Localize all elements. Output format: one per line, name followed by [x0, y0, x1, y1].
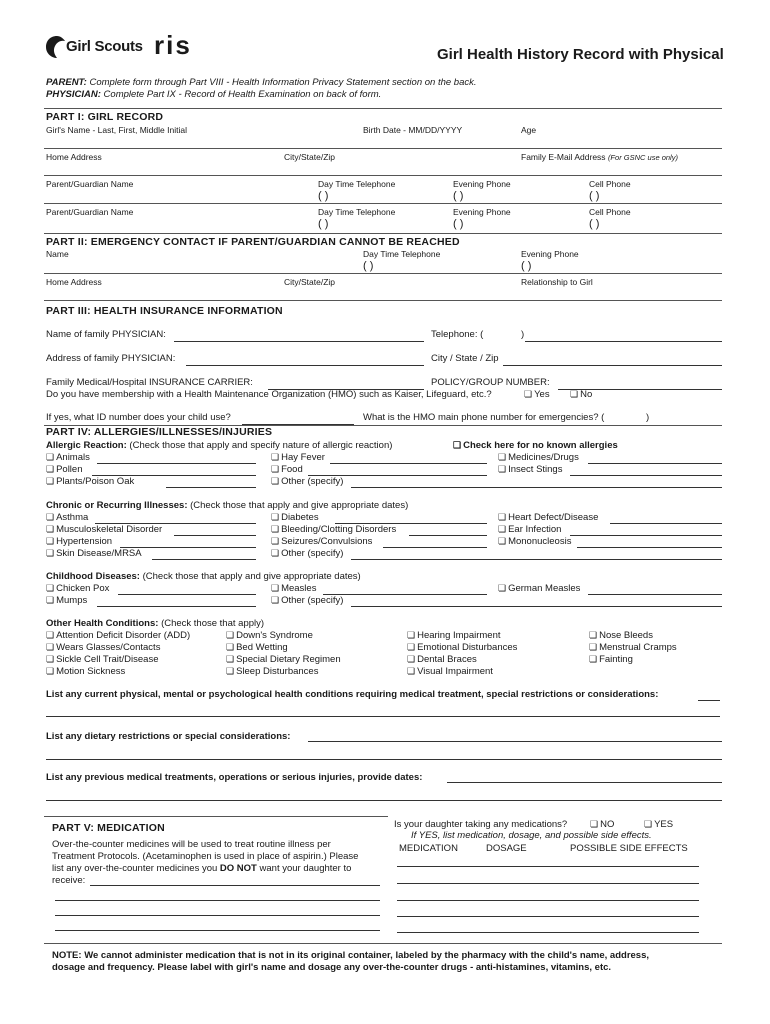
allergy-medicines-checkbox[interactable]: ❏ Medicines/Drugs	[498, 452, 579, 463]
condition-emotional-checkbox[interactable]: ❏ Emotional Disturbances	[407, 642, 517, 653]
girl-name-label: Girl's Name - Last, First, Middle Initial	[46, 125, 187, 135]
physician-instructions: PHYSICIAN: Complete Part IX - Record of Health Examination on back of form.	[46, 89, 382, 100]
condition-sickle-cell-checkbox[interactable]: ❏ Sickle Cell Trait/Disease	[46, 654, 159, 665]
chronic-hypertension-checkbox[interactable]: ❏ Hypertension	[46, 536, 112, 547]
col-side-effects: POSSIBLE SIDE EFFECTS	[570, 843, 688, 854]
previous-treatments-question: List any previous medical treatments, operations or serious injuries, provide dates:	[46, 772, 423, 783]
physician-city-field[interactable]	[503, 365, 722, 366]
physician-address-field[interactable]	[186, 365, 424, 366]
allergy-animals-checkbox[interactable]: ❏ Animals	[46, 452, 90, 463]
hmo-id-question: If yes, what ID number does your child use?	[46, 412, 231, 423]
chronic-asthma-checkbox[interactable]: ❏ Asthma	[46, 512, 88, 523]
part3-title: PART III: HEALTH INSURANCE INFORMATION	[46, 305, 283, 317]
chronic-skin-checkbox[interactable]: ❏ Skin Disease/MRSA	[46, 548, 142, 559]
telephone-close: )	[521, 329, 525, 340]
other-conditions-heading: Other Health Conditions: (Check those that apply)	[46, 618, 265, 629]
medication-row-2[interactable]	[397, 883, 699, 884]
guardian2-label: Parent/Guardian Name	[46, 207, 134, 217]
physician-address-label: Address of family PHYSICIAN:	[46, 353, 176, 364]
childhood-heading: Childhood Diseases: (Check those that apply and give appropriate dates)	[46, 571, 361, 582]
childhood-measles-checkbox[interactable]: ❏ Measles	[271, 583, 316, 594]
chronic-musculoskeletal-checkbox[interactable]: ❏ Musculoskeletal Disorder	[46, 524, 162, 535]
emergency-eve-tel-label: Evening Phone	[521, 249, 579, 259]
guardian2-eve-tel-field[interactable]: ( )	[453, 218, 464, 230]
chronic-diabetes-checkbox[interactable]: ❏ Diabetes	[271, 512, 319, 523]
otc-text-line1: Over-the-counter medicines will be used to treat routine illness per	[52, 839, 331, 850]
otc-field-2[interactable]	[55, 900, 380, 901]
hmo-yes-checkbox[interactable]: ❏ Yes	[524, 389, 550, 400]
emergency-day-tel-label: Day Time Telephone	[363, 249, 441, 259]
chronic-mononucleosis-checkbox[interactable]: ❏ Mononucleosis	[498, 536, 571, 547]
physician-name-label: Name of family PHYSICIAN:	[46, 329, 166, 340]
guardian2-day-tel-label: Day Time Telephone	[318, 207, 396, 217]
col-medication: MEDICATION	[399, 843, 458, 854]
part2-title: PART II: EMERGENCY CONTACT IF PARENT/GUARDIAN CANNOT BE REACHED	[46, 236, 460, 248]
guardian1-day-tel-field[interactable]: ( )	[318, 190, 329, 202]
logo-text: Girl Scouts	[66, 38, 143, 55]
hmo-no-checkbox[interactable]: ❏ No	[570, 389, 592, 400]
otc-text-line2: Treatment Protocols. (Acetaminophen is used in place of aspirin.) Please	[52, 851, 359, 862]
hmo-phone-question: What is the HMO main phone number for emergencies? (	[363, 412, 605, 423]
hmo-question: Do you have membership with a Health Maintenance Organization (HMO) such as Kaiser, Lifeguard, etc.?	[46, 389, 492, 400]
part5-title: PART V: MEDICATION	[52, 822, 165, 834]
conditions-field-1[interactable]	[698, 700, 720, 701]
otc-field-3[interactable]	[55, 915, 380, 916]
emergency-address-label: Home Address	[46, 277, 102, 287]
email-label: Family E-Mail Address (For GSNC use only)	[521, 152, 678, 162]
allergy-food-checkbox[interactable]: ❏ Food	[271, 464, 303, 475]
insurance-carrier-label: Family Medical/Hospital INSURANCE CARRIER:	[46, 377, 253, 388]
policy-number-label: POLICY/GROUP NUMBER:	[431, 377, 550, 388]
condition-bed-wetting-checkbox[interactable]: ❏ Bed Wetting	[226, 642, 288, 653]
hmo-phone-close: )	[646, 412, 650, 423]
guardian1-eve-tel-field[interactable]: ( )	[453, 190, 464, 202]
physician-telephone-field[interactable]	[525, 341, 722, 342]
chronic-bleeding-checkbox[interactable]: ❏ Bleeding/Clotting Disorders	[271, 524, 396, 535]
part4-title: PART IV: ALLERGIES/ILLNESSES/INJURIES	[46, 426, 273, 438]
previous-treatments-field-1[interactable]	[447, 782, 722, 783]
note-line-2: dosage and frequency. Please label with girl's name and dosage any over-the-counter drugs - anti-histamines, vitamins, etc.	[52, 962, 612, 973]
col-dosage: DOSAGE	[486, 843, 527, 854]
condition-glasses-checkbox[interactable]: ❏ Wears Glasses/Contacts	[46, 642, 160, 653]
childhood-mumps-checkbox[interactable]: ❏ Mumps	[46, 595, 87, 606]
medication-row-4[interactable]	[397, 916, 699, 917]
guardian2-day-tel-field[interactable]: ( )	[318, 218, 329, 230]
guardian2-eve-tel-label: Evening Phone	[453, 207, 511, 217]
allergy-pollen-checkbox[interactable]: ❏ Pollen	[46, 464, 83, 475]
medication-no-checkbox[interactable]: ❏ NO	[590, 819, 614, 830]
childhood-other-checkbox[interactable]: ❏ Other (specify)	[271, 595, 343, 606]
condition-visual-checkbox[interactable]: ❏ Visual Impairment	[407, 666, 493, 677]
conditions-field-2[interactable]	[46, 716, 720, 717]
condition-motion-checkbox[interactable]: ❏ Motion Sickness	[46, 666, 125, 677]
chronic-seizures-checkbox[interactable]: ❏ Seizures/Convulsions	[271, 536, 372, 547]
allergy-plants-checkbox[interactable]: ❏ Plants/Poison Oak	[46, 476, 134, 487]
condition-nose-bleeds-checkbox[interactable]: ❏ Nose Bleeds	[589, 630, 653, 641]
medication-row-3[interactable]	[397, 900, 699, 901]
otc-field-1[interactable]	[90, 885, 380, 886]
allergy-hay-fever-checkbox[interactable]: ❏ Hay Fever	[271, 452, 325, 463]
allergy-other-checkbox[interactable]: ❏ Other (specify)	[271, 476, 343, 487]
condition-braces-checkbox[interactable]: ❏ Dental Braces	[407, 654, 477, 665]
medication-row-1[interactable]	[397, 866, 699, 867]
otc-text-line3: list any over-the-counter medicines you DO NOT want your daughter to	[52, 863, 352, 874]
condition-add-checkbox[interactable]: ❏ Attention Deficit Disorder (ADD)	[46, 630, 190, 641]
condition-fainting-checkbox[interactable]: ❏ Fainting	[589, 654, 633, 665]
otc-field-4[interactable]	[55, 930, 380, 931]
emergency-city-label: City/State/Zip	[284, 277, 336, 287]
childhood-chicken-pox-checkbox[interactable]: ❏ Chicken Pox	[46, 583, 109, 594]
guardian1-day-tel-label: Day Time Telephone	[318, 179, 396, 189]
city-state-zip-label: City/State/Zip	[284, 152, 336, 162]
emergency-eve-tel-field[interactable]: ( )	[521, 260, 532, 272]
allergy-insect-checkbox[interactable]: ❏ Insect Stings	[498, 464, 562, 475]
otc-text-line4: receive:	[52, 875, 86, 886]
chronic-heading: Chronic or Recurring Illnesses: (Check those that apply and give appropriate dates)	[46, 500, 409, 511]
age-label: Age	[521, 125, 537, 135]
emergency-name-label: Name	[46, 249, 69, 259]
chronic-other-checkbox[interactable]: ❏ Other (specify)	[271, 548, 343, 559]
childhood-german-measles-checkbox[interactable]: ❏ German Measles	[498, 583, 580, 594]
guardian1-label: Parent/Guardian Name	[46, 179, 134, 189]
allergic-heading: Allergic Reaction: (Check those that apply and specify nature of allergic reaction)	[46, 440, 393, 451]
condition-downs-checkbox[interactable]: ❏ Down's Syndrome	[226, 630, 313, 641]
guardian1-cell-label: Cell Phone	[589, 179, 631, 189]
page-title: Girl Health History Record with Physical	[437, 46, 724, 63]
condition-hearing-checkbox[interactable]: ❏ Hearing Impairment	[407, 630, 501, 641]
guardian2-cell-field[interactable]: ( )	[589, 218, 600, 230]
guardian1-eve-tel-label: Evening Phone	[453, 179, 511, 189]
if-yes-note: If YES, list medication, dosage, and possible side effects.	[411, 830, 652, 841]
physician-name-field[interactable]	[174, 341, 424, 342]
city-state-zip-label-2: City / State / Zip	[431, 353, 499, 364]
birth-date-label: Birth Date - MM/DD/YYYY	[363, 125, 463, 135]
note-line-1: NOTE: We cannot administer medication that is not in its original container, labeled by the pharmacy with the child's name, address,	[52, 950, 650, 961]
medication-yes-checkbox[interactable]: ❏ YES	[644, 819, 673, 830]
home-address-label: Home Address	[46, 152, 102, 162]
no-known-allergies-checkbox[interactable]: ❏ Check here for no known allergies	[453, 440, 618, 451]
chronic-heart-checkbox[interactable]: ❏ Heart Defect/Disease	[498, 512, 598, 523]
guardian1-cell-field[interactable]: ( )	[589, 190, 600, 202]
emergency-day-tel-field[interactable]: ( )	[363, 260, 374, 272]
condition-dietary-checkbox[interactable]: ❏ Special Dietary Regimen	[226, 654, 341, 665]
medication-row-5[interactable]	[397, 932, 699, 933]
dietary-field-1[interactable]	[308, 741, 722, 742]
chronic-ear-infection-checkbox[interactable]: ❏ Ear Infection	[498, 524, 561, 535]
relationship-label: Relationship to Girl	[521, 277, 593, 287]
parent-instructions: PARENT: Complete form through Part VIII - Health Information Privacy Statement section on the back.	[46, 77, 477, 88]
telephone-label: Telephone: (	[431, 329, 484, 340]
guardian2-cell-label: Cell Phone	[589, 207, 631, 217]
medication-question: Is your daughter taking any medications?	[394, 819, 568, 830]
conditions-question: List any current physical, mental or psychological health conditions requiring medical treatment, special restrictions or considerations:	[46, 689, 659, 700]
dietary-question: List any dietary restrictions or special considerations:	[46, 731, 291, 742]
dietary-field-2[interactable]	[46, 759, 722, 760]
part1-title: PART I: GIRL RECORD	[46, 111, 164, 123]
previous-treatments-field-2[interactable]	[46, 800, 722, 801]
condition-sleep-checkbox[interactable]: ❏ Sleep Disturbances	[226, 666, 318, 677]
logo-suffix: ris	[154, 30, 192, 60]
condition-cramps-checkbox[interactable]: ❏ Menstrual Cramps	[589, 642, 677, 653]
